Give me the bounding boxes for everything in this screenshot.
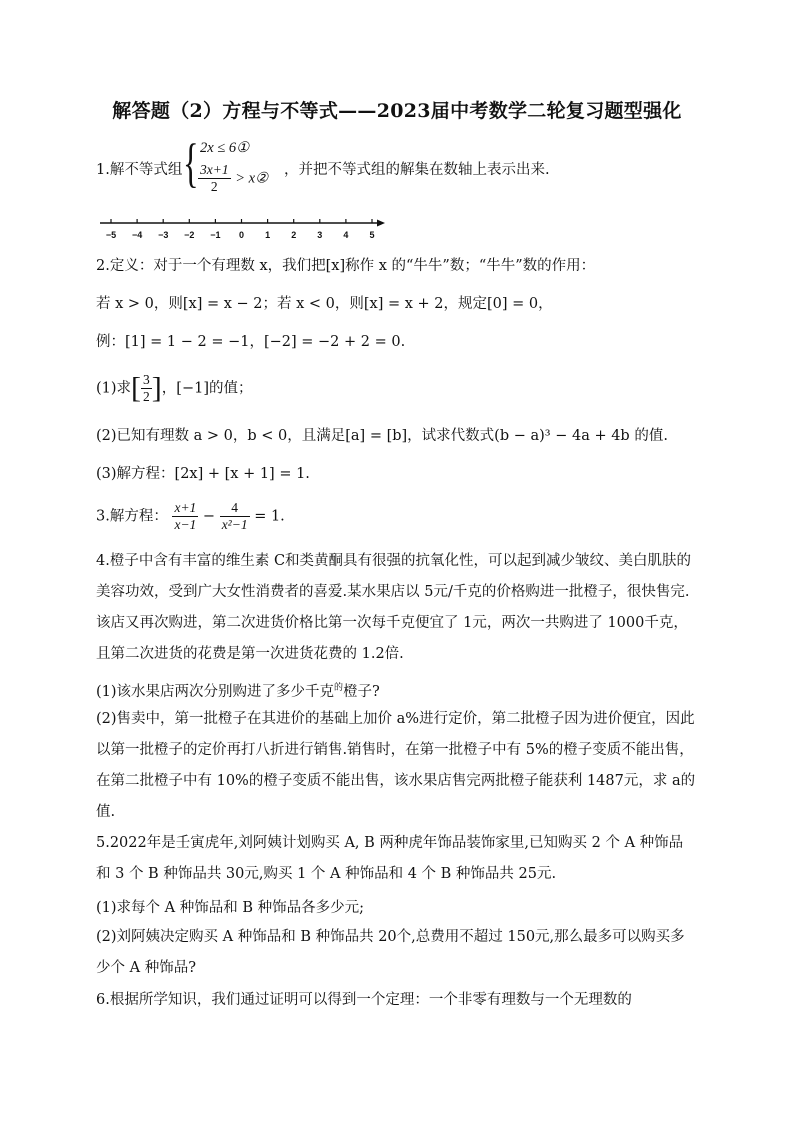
q3-equation: 3.解方程： $\frac{x+1}{x-1}$ − $\frac{4}{\text{x²−1}}$ = 1. (96, 500, 285, 532)
number-line-tick-label: −2 (184, 230, 195, 240)
number-line-tick-label: 5 (369, 230, 375, 240)
q5-part2: (2)刘阿姨决定购买 A 种饰品和 B 种饰品共 20个,总费用不超过 150元,那么最多可以购买多少个 A 种饰品? (96, 929, 685, 976)
q1-inequality-2: $\frac{3x+1}{2}$ > x② (200, 162, 269, 194)
q2-part2: (2)已知有理数 a > 0，b < 0，且满足[a] = [b]，试求代数式(b − a)³ − 4a + 4b 的值. (96, 428, 668, 444)
number-line-tick-label: 3 (317, 230, 323, 240)
q1-fraction: $\frac{3x+1}{2}$ (200, 162, 229, 194)
number-line (98, 216, 388, 244)
number-line-tick-label: −4 (131, 230, 143, 240)
q4-stem: 4.橙子中含有丰富的维生素 C和类黄酮具有很强的抗氧化性，可以起到减少皱纹、美白肌肤的美容功效，受到广大女性消费者的喜爱.某水果店以 5元/千克的价格购进一批橙子，很快售完.该店又再次购进，第二次进货价格比第一次每千克便宜了 1元，两次一共购进了 1000千克，且第二次进货的花费是第一次进货花费的 1.2倍. (96, 553, 692, 662)
q1-inequality-1: 2x ≤ 6① (200, 140, 250, 156)
number-line-tick-label: −3 (158, 230, 169, 240)
number-line-tick-label: 2 (291, 230, 297, 240)
q4-part2: (2)售卖中，第一批橙子在其进价的基础上加价 a%进行定价，第二批橙子因为进价便宜，因此以第一批橙子的定价再打八折进行销售.销售时，在第一批橙子中有 5%的橙子变质不能出售，在第二批橙子中有 10%的橙子变质不能出售，该水果店售完两批橙子能获利 1487元，求 a的值. (96, 711, 696, 820)
q1-prefix: 1.解不等式组 (96, 162, 183, 178)
q2-definition: 2.定义：对于一个有理数 x，我们把[x]称作 x 的“牛牛”数；“牛牛”数的作用： (96, 258, 596, 274)
system-brace: { (183, 133, 199, 193)
q2-example: 例：[1] = 1 − 2 = −1，[−2] = −2 + 2 = 0. (96, 334, 406, 350)
q3-fraction-2: $\frac{4}{\text{x²−1}}$ (221, 500, 248, 532)
q6-stem: 6.根据所学知识，我们通过证明可以得到一个定理：一个非零有理数与一个无理数的 (96, 992, 632, 1008)
q5-part1: (1)求每个 A 种饰品和 B 种饰品各多少元; (96, 900, 364, 916)
q2-part3: (3)解方程：[2x] + [x + 1] = 1. (96, 466, 310, 482)
q3-fraction-1: $\frac{x+1}{x-1}$ (174, 500, 197, 532)
number-line-arrow (377, 220, 385, 227)
number-line-tick-label: −1 (210, 230, 221, 240)
q2-fraction: $\frac{3}{2}$ (143, 372, 150, 404)
q4-part1: (1)该水果店两次分别购进了多少千克$^的$橙子? (96, 683, 380, 700)
page-title: 解答题（2）方程与不等式——2023届中考数学二轮复习题型强化 (112, 100, 682, 122)
number-line-tick-label: 1 (265, 230, 271, 240)
q2-rule: 若 x > 0，则[x] = x − 2；若 x < 0，则[x] = x + 2，规定[0] = 0， (96, 296, 553, 312)
q1-suffix: ，并把不等式组的解集在数轴上表示出来. (284, 162, 550, 178)
q2-part1: (1)求[ $\frac{3}{2}$ ]，[−1]的值； (96, 371, 253, 405)
number-line-tick-label: −5 (105, 230, 117, 240)
number-line-tick-label: 0 (238, 230, 245, 240)
number-line-tick-label: 4 (343, 230, 349, 240)
q5-stem: 5.2022年是壬寅虎年,刘阿姨计划购买 A, B 两种虎年饰品装饰家里,已知购买 2 个 A 种饰品和 3 个 B 种饰品共 30元,购买 1 个 A 种饰品和 4 个 B 种饰品共 25元. (96, 835, 684, 882)
